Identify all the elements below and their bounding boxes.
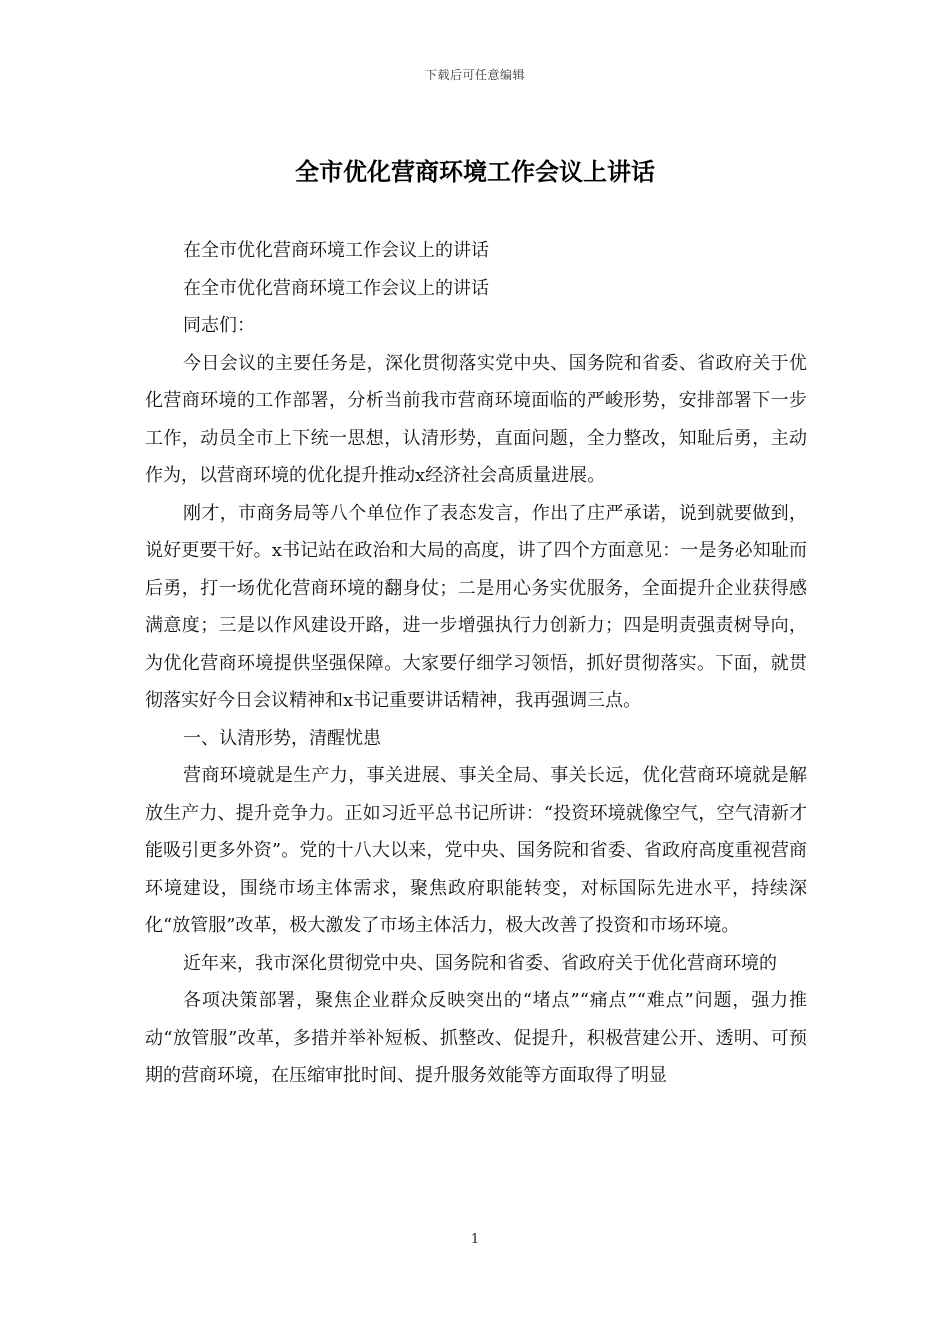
salutation: 同志们：	[183, 315, 255, 336]
document-title: 全市优化营商环境工作会议上讲话	[295, 158, 655, 186]
subtitle-line: 在全市优化营商环境工作会议上的讲话	[183, 277, 489, 299]
subtitle-line: 在全市优化营商环境工作会议上的讲话	[183, 240, 489, 261]
body-paragraph: 各项决策部署，聚焦企业群众反映突出的“堵点”“痛点”“难点”问题，强力推动“放管服”改革，多措并举补短板、抓整改、促提升，积极营建公开、透明、可预期的营商环境，在压缩审批时间、提升服务效能等方面取得了明显	[145, 990, 807, 1086]
page-number: 1	[470, 1232, 480, 1247]
document-body	[145, 232, 807, 1095]
section-heading: 一、认清形势，清醒忧患	[183, 727, 381, 749]
body-paragraph: 刚才，市商务局等八个单位作了表态发言，作出了庄严承诺，说到就要做到，说好更要干好。x书记站在政治和大局的高度，讲了四个方面意见：一是务必知耻而后勇，打一场优化营商环境的翻身仗；二是用心务实优服务，全面提升企业获得感满意度；三是以作风建设开路，进一步增强执行力创新力；四是明责强责树导向，为优化营商环境提供坚强保障。大家要仔细学习领悟，抓好贯彻落实。下面，就贯彻落实好今日会议精神和x书记重要讲话精神，我再强调三点。	[145, 502, 807, 711]
page-header-note: 下载后可任意编辑	[424, 68, 525, 82]
body-paragraph: 今日会议的主要任务是，深化贯彻落实党中央、国务院和省委、省政府关于优化营商环境的工作部署，分析当前我市营商环境面临的严峻形势，安排部署下一步工作，动员全市上下统一思想，认清形势，直面问题，全力整改，知耻后勇，主动作为，以营商环境的优化提升推动x经济社会高质量进展。	[145, 352, 807, 486]
body-paragraph: 近年来，我市深化贯彻党中央、国务院和省委、省政府关于优化营商环境的	[183, 952, 777, 974]
body-paragraph: 营商环境就是生产力，事关进展、事关全局、事关长远，优化营商环境就是解放生产力、提升竞争力。正如习近平总书记所讲：“投资环境就像空气，空气清新才能吸引更多外资”。党的十八大以来，党中央、国务院和省委、省政府高度重视营商环境建设，围绕市场主体需求，聚焦政府职能转变，对标国际先进水平，持续深化“放管服”改革，极大激发了市场主体活力，极大改善了投资和市场环境。	[145, 765, 807, 936]
